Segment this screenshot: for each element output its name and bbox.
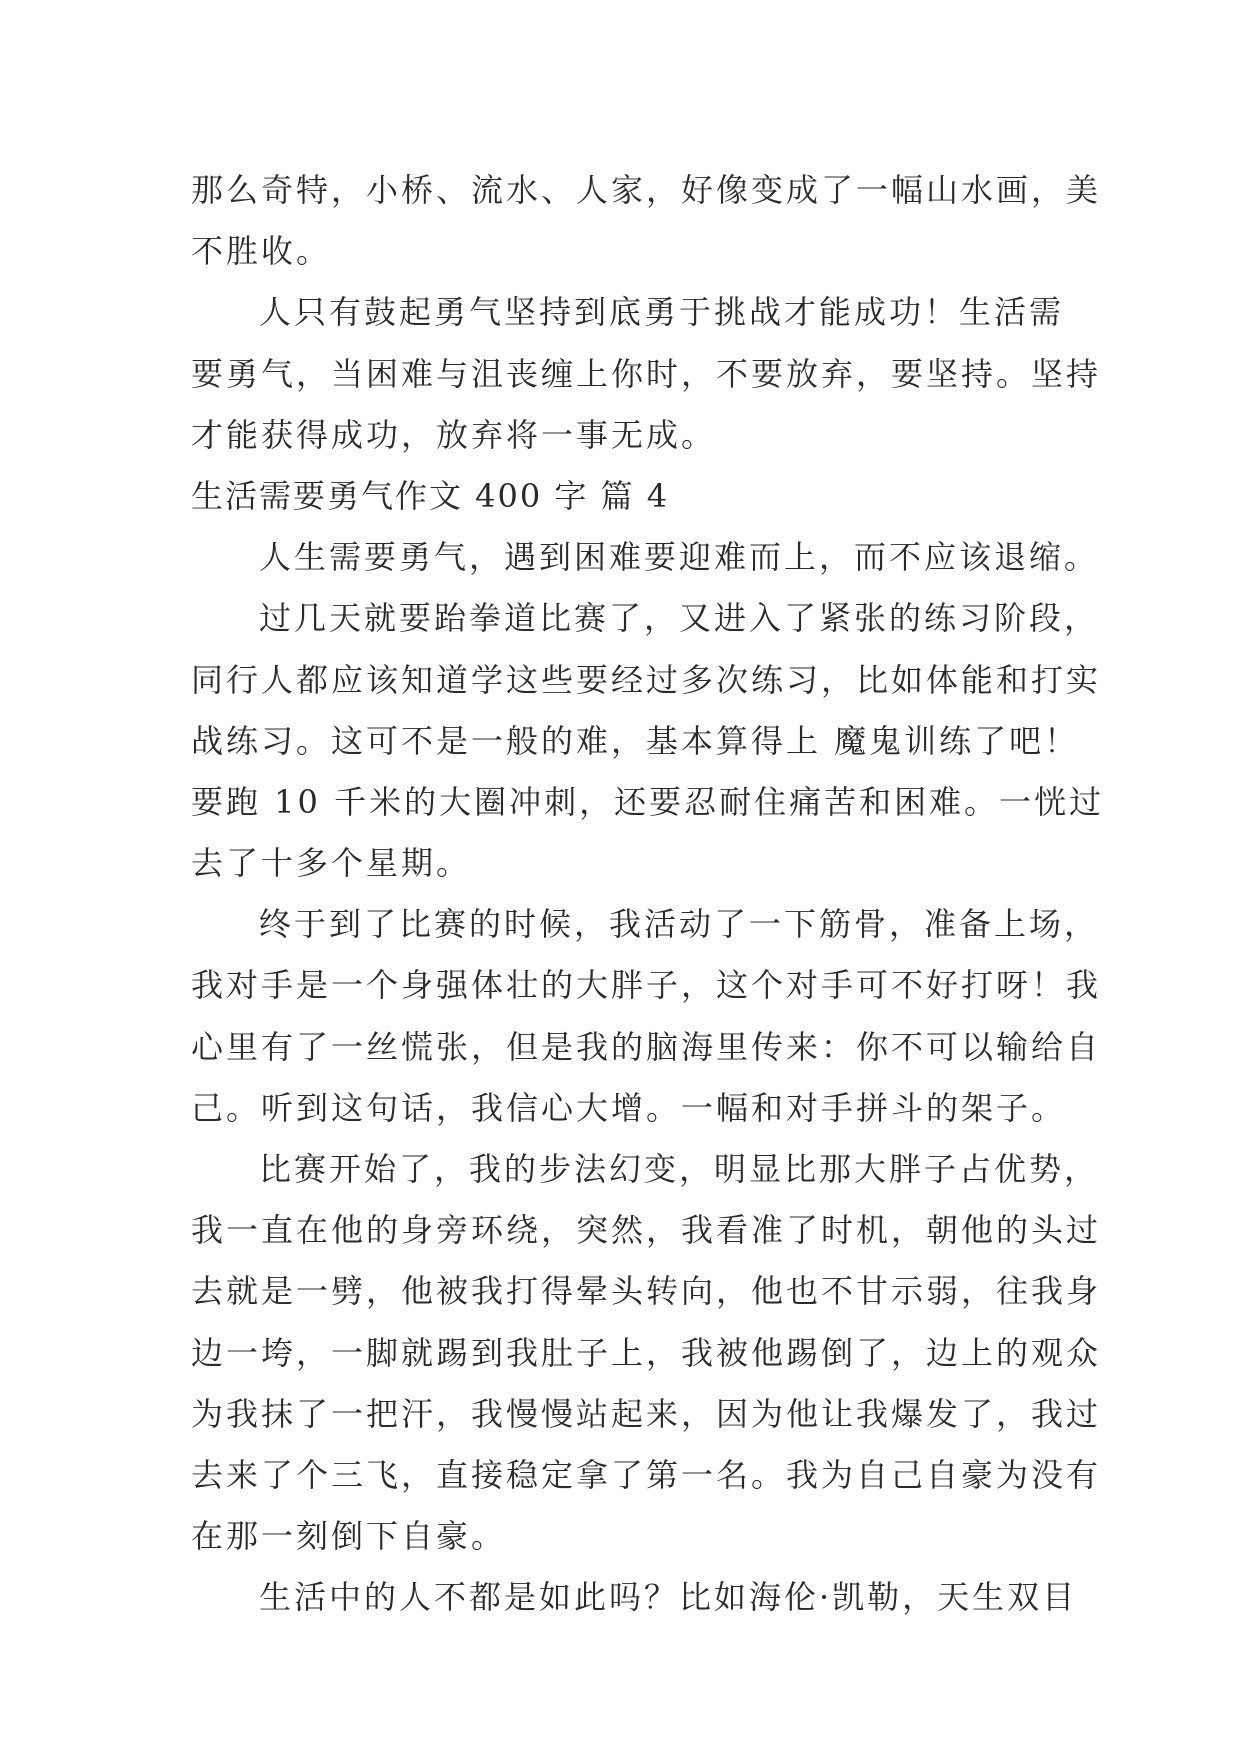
text-line: 为我抹了一把汗，我慢慢站起来，因为他让我爆发了，我过 bbox=[191, 1394, 1102, 1433]
text-line: 我对手是一个身强体壮的大胖子，这个对手可不好打呀！我 bbox=[191, 966, 1102, 1005]
text-line: 战练习。这可不是一般的难，基本算得上 魔鬼训练了吧！ bbox=[191, 721, 1080, 760]
text-line: 人生需要勇气，遇到困难要迎难而上，而不应该退缩。 bbox=[259, 538, 1100, 577]
section-heading: 生活需要勇气作文 400 字 篇 4 bbox=[191, 476, 670, 515]
text-line: 人只有鼓起勇气坚持到底勇于挑战才能成功！生活需 bbox=[259, 293, 1065, 332]
text-line: 终于到了比赛的时候，我活动了一下筋骨，准备上场， bbox=[259, 905, 1100, 944]
text-line: 心里有了一丝慌张，但是我的脑海里传来：你不可以输给自 bbox=[191, 1027, 1102, 1066]
text-line: 比赛开始了，我的步法幻变，明显比那大胖子占优势， bbox=[259, 1150, 1100, 1188]
text-line: 去了十多个星期。 bbox=[191, 844, 472, 883]
text-line: 生活中的人不都是如此吗？比如海伦·凯勒，天生双目 bbox=[259, 1578, 1078, 1617]
text-line: 在那一刻倒下自豪。 bbox=[191, 1517, 507, 1556]
text-line: 过几天就要跆拳道比赛了，又进入了紧张的练习阶段， bbox=[259, 599, 1100, 638]
text-line: 去就是一劈，他被我打得晕头转向，他也不甘示弱，往我身 bbox=[191, 1272, 1102, 1311]
text-line: 要勇气，当困难与沮丧缠上你时，不要放弃，要坚持。坚持 bbox=[191, 354, 1102, 393]
text-line: 去来了个三飞，直接稳定拿了第一名。我为自己自豪为没有 bbox=[191, 1455, 1102, 1494]
text-line: 那么奇特，小桥、流水、人家，好像变成了一幅山水画，美 bbox=[191, 171, 1102, 209]
text-line: 要跑 10 千米的大圈冲刺，还要忍耐住痛苦和困难。一恍过 bbox=[191, 782, 1105, 821]
text-line: 不胜收。 bbox=[191, 232, 332, 271]
document-body bbox=[191, 160, 1105, 1629]
text-line: 同行人都应该知道学这些要经过多次练习，比如体能和打实 bbox=[191, 660, 1102, 699]
text-line: 我一直在他的身旁环绕，突然，我看准了时机，朝他的头过 bbox=[191, 1211, 1102, 1250]
text-line: 边一垮，一脚就踢到我肚子上，我被他踢倒了，边上的观众 bbox=[191, 1333, 1102, 1372]
text-line: 己。听到这句话，我信心大增。一幅和对手拼斗的架子。 bbox=[191, 1088, 1067, 1127]
text-line: 才能获得成功，放弃将一事无成。 bbox=[191, 415, 717, 454]
